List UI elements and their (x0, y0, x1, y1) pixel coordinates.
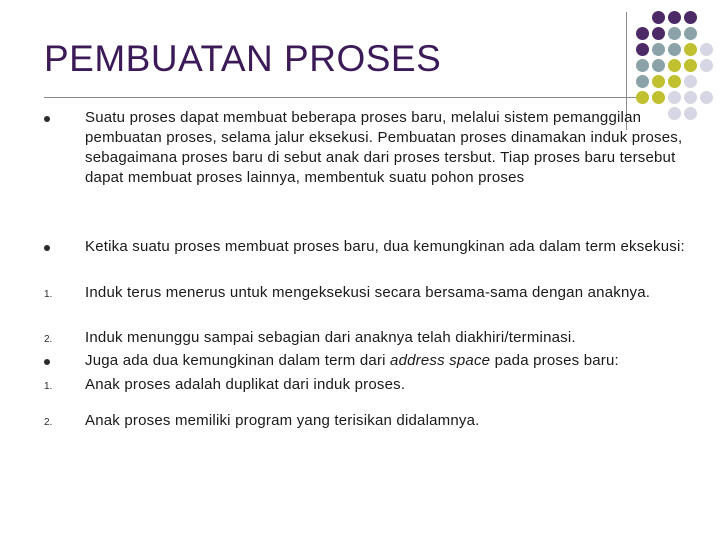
emphasis-text: address space (390, 352, 491, 369)
decorative-dot (700, 43, 713, 56)
number-marker: 2. (44, 334, 53, 345)
title-divider (44, 97, 642, 98)
list-item-text: Induk menunggu sampai sebagian dari anaknya telah diakhiri/terminasi. (85, 329, 576, 346)
decorative-dot (636, 27, 649, 40)
bullet-marker (44, 351, 74, 371)
number-marker: 2. (44, 417, 53, 428)
decorative-dot (636, 59, 649, 72)
list-item-text: Induk terus menerus untuk mengeksekusi secara bersama-sama dengan anaknya. (85, 284, 651, 301)
list-item-text: Suatu proses dapat membuat beberapa proses baru, melalui sistem pemanggilan pembuatan proses, selama jalur eksekusi. Pembuatan proses dinamakan induk proses, sebagaimana proses baru di sebut anak dari proses tersbut. Tiap proses baru tersebut dapat membuat proses lainnya, membentuk suatu pohon proses (85, 109, 683, 186)
decorative-dot (684, 59, 697, 72)
decorative-dot (652, 43, 665, 56)
decorative-dot (668, 59, 681, 72)
list-item-text: Ketika suatu proses membuat proses baru, dua kemungkinan ada dalam term eksekusi: (85, 238, 685, 255)
list-item-text: Anak proses memiliki program yang terisikan didalamnya. (85, 412, 480, 429)
decorative-dot (652, 11, 665, 24)
decorative-dot (668, 27, 681, 40)
decorative-dot (668, 75, 681, 88)
decorative-dot (684, 75, 697, 88)
decorative-dot (700, 59, 713, 72)
decorative-dot (668, 91, 681, 104)
decorative-dot (684, 27, 697, 40)
decorative-dot (652, 75, 665, 88)
decorative-dot (636, 75, 649, 88)
decorative-dot (668, 43, 681, 56)
decorative-dot (684, 11, 697, 24)
decorative-dot (636, 91, 649, 104)
decorative-dot (652, 91, 665, 104)
bullet-marker (44, 108, 74, 128)
number-marker: 1. (44, 381, 53, 392)
slide-title: PEMBUATAN PROSES (44, 38, 442, 79)
decorative-dot (700, 91, 713, 104)
decorative-dot (636, 43, 649, 56)
bullet-marker (44, 237, 74, 257)
decorative-dot (684, 107, 697, 120)
list-item-text: Juga ada dua kemungkinan dalam term dari address space pada proses baru: (85, 352, 619, 369)
decorative-dot (652, 27, 665, 40)
decorative-dot (684, 43, 697, 56)
decorative-dot (684, 91, 697, 104)
decorative-dot (652, 59, 665, 72)
list-item-text: Anak proses adalah duplikat dari induk proses. (85, 376, 406, 393)
number-marker: 1. (44, 289, 53, 300)
decorative-dot (668, 11, 681, 24)
